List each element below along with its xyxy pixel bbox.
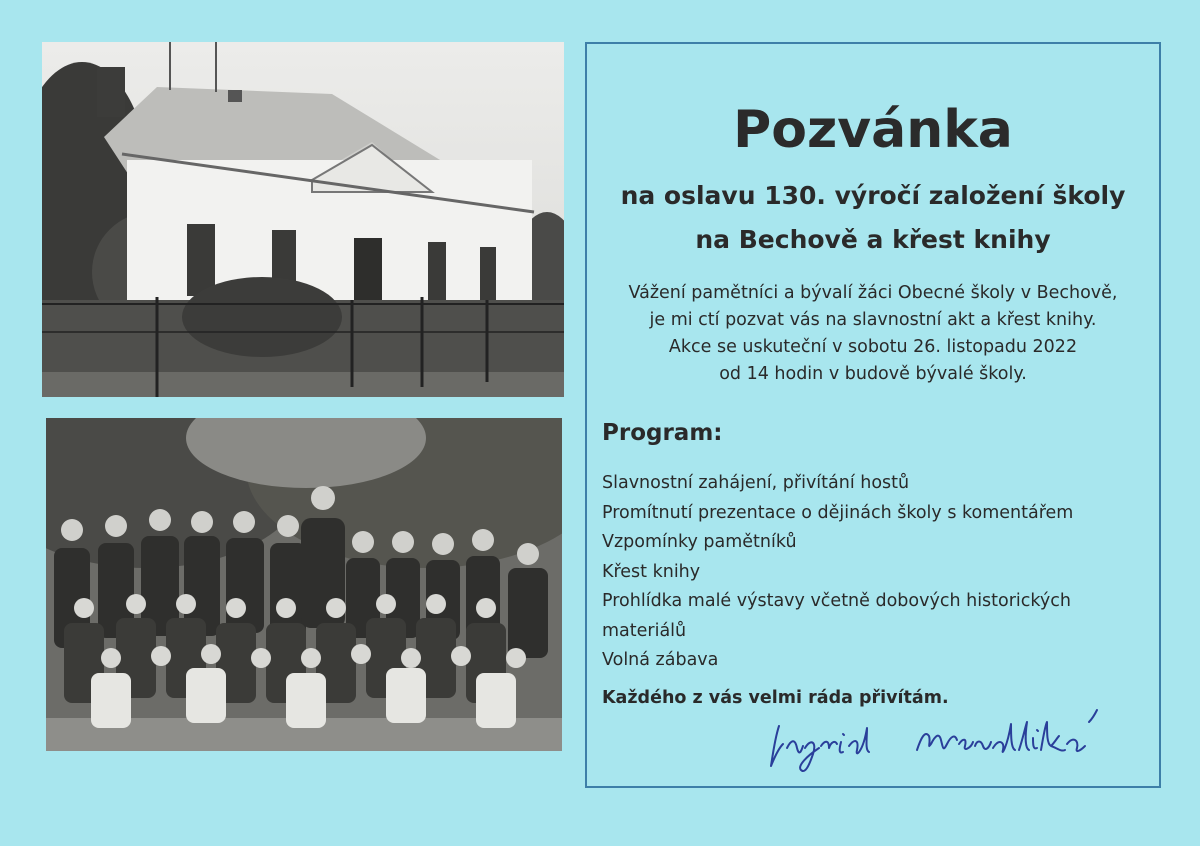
- program-item: Promítnutí prezentace o dějinách školy s komentářem: [602, 502, 1074, 523]
- closing-line: Každého z vás velmi ráda přivítám.: [602, 688, 949, 708]
- signature: [767, 708, 1127, 778]
- intro-line: od 14 hodin v budově bývalé školy.: [719, 364, 1027, 384]
- program-item: materiálů: [602, 620, 687, 641]
- invitation-subtitle: [587, 174, 1159, 262]
- subtitle-line: na oslavu 130. výročí založení školy: [620, 181, 1126, 210]
- subtitle-line: na Bechově a křest knihy: [695, 225, 1051, 254]
- intro-line: je mi ctí pozvat vás na slavnostní akt a křest knihy.: [649, 310, 1097, 330]
- school-building-photo: [42, 42, 564, 397]
- invitation-title: Pozvánka: [733, 100, 1013, 160]
- program-item: Prohlídka malé výstavy včetně dobových historických: [602, 591, 1071, 611]
- program-list: [602, 469, 1147, 676]
- program-item: Volná zábava: [602, 650, 719, 670]
- class-photo: [46, 418, 562, 751]
- intro-line: Vážení pamětníci a bývalí žáci Obecné školy v Bechově,: [628, 283, 1118, 303]
- invitation-panel: [585, 42, 1161, 788]
- program-item: Vzpomínky pamětníků: [602, 532, 797, 552]
- invitation-intro: [587, 280, 1159, 388]
- program-heading: Program:: [602, 420, 723, 446]
- intro-line: Akce se uskuteční v sobotu 26. listopadu 2022: [668, 337, 1078, 357]
- program-item: Křest knihy: [602, 561, 701, 582]
- program-item: Slavnostní zahájení, přivítání hostů: [602, 473, 910, 493]
